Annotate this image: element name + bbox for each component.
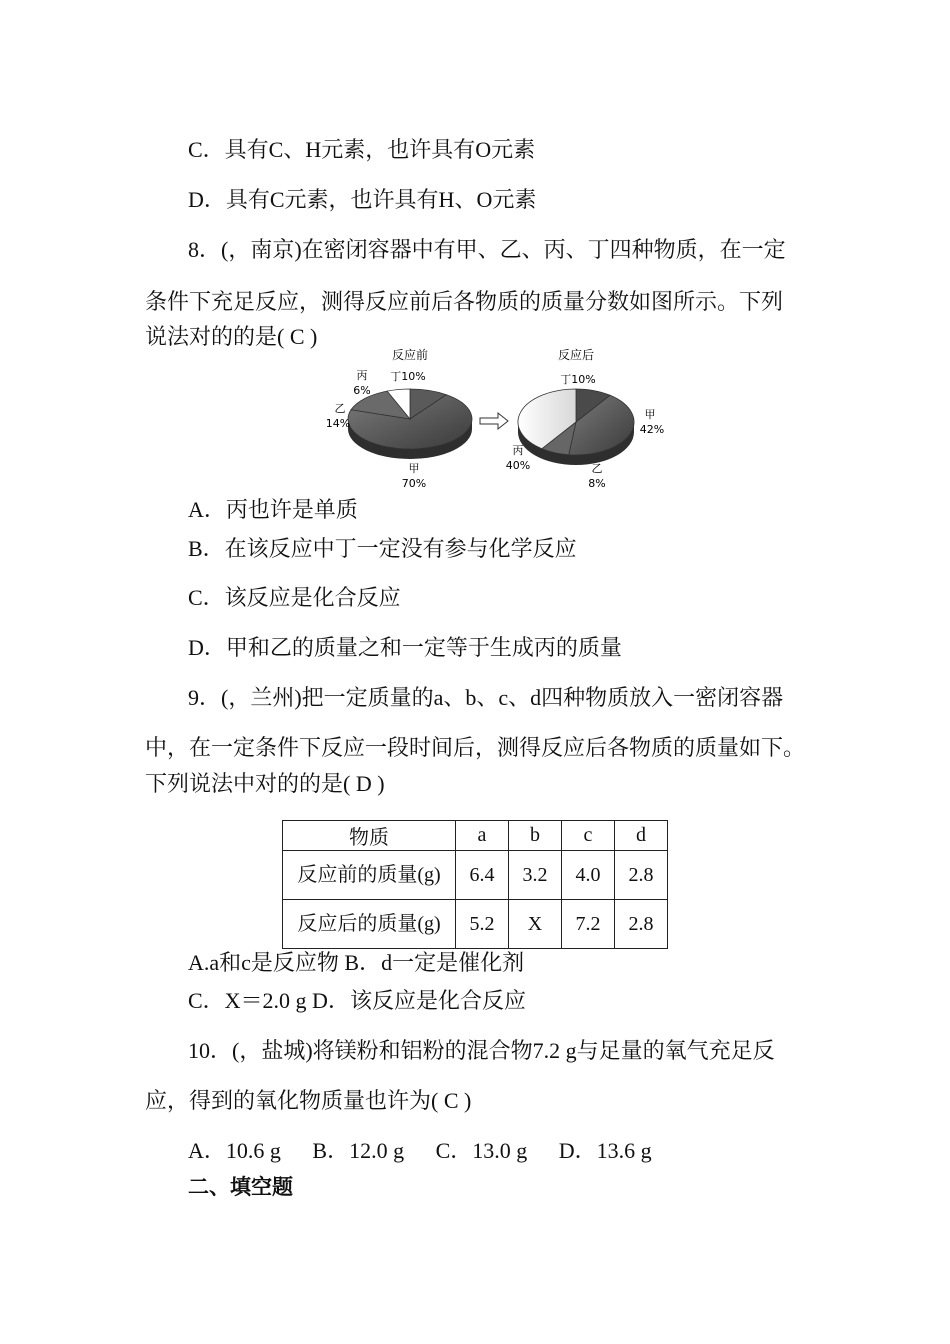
q10-stem-line2: 应，得到的氧化物质量也许为( C ) bbox=[145, 1088, 472, 1113]
table-header-cell: b bbox=[509, 821, 562, 851]
table-header-cell: c bbox=[562, 821, 615, 851]
q10-option-b: B．12.0 g bbox=[312, 1138, 405, 1163]
arrow-icon bbox=[480, 413, 508, 429]
table-cell: 4.0 bbox=[562, 851, 615, 900]
section-title: 二、填空题 bbox=[188, 1175, 293, 1199]
before-label-jia-name: 甲 bbox=[408, 462, 420, 475]
before-label-bing-name: 丙 bbox=[356, 369, 368, 382]
pie-before-title: 反应前 bbox=[391, 348, 429, 362]
q8-stem-line2: 条件下充足反应，测得反应前后各物质的质量分数如图所示。下列 bbox=[145, 289, 784, 314]
q10-option-c: C．13.0 g bbox=[435, 1138, 528, 1163]
q10-option-a: A．10.6 g bbox=[188, 1138, 281, 1163]
table-header-cell: 物质 bbox=[283, 821, 456, 851]
q8-option-b: B．在该反应中丁一定没有参与化学反应 bbox=[188, 536, 577, 561]
pie-after bbox=[518, 389, 634, 465]
after-label-bing-name: 丙 bbox=[512, 444, 524, 457]
table-cell: 2.8 bbox=[615, 851, 668, 900]
table-cell: 7.2 bbox=[562, 900, 615, 949]
q7-option-d: D．具有C元素，也许具有H、O元素 bbox=[188, 187, 537, 212]
q9-stem-line2: 中，在一定条件下反应一段时间后，测得反应后各物质的质量如下。 bbox=[145, 735, 806, 760]
q8-option-d: D．甲和乙的质量之和一定等于生成丙的质量 bbox=[188, 635, 622, 660]
q9-data-table bbox=[282, 820, 668, 949]
q8-pie-figure bbox=[318, 344, 668, 494]
q10-option-d: D．13.6 g bbox=[558, 1138, 652, 1163]
after-label-ding: 丁10% bbox=[560, 373, 596, 386]
table-cell: X bbox=[509, 900, 562, 949]
q10-options bbox=[188, 1138, 678, 1164]
pie-after-title: 反应后 bbox=[557, 348, 595, 362]
before-label-yi-name: 乙 bbox=[334, 402, 346, 415]
table-cell: 反应前的质量(g) bbox=[283, 851, 456, 900]
table-cell: 反应后的质量(g) bbox=[283, 900, 456, 949]
before-label-ding: 丁10% bbox=[390, 370, 426, 383]
q9-options-line1: A.a和c是反应物 B．d一定是催化剂 bbox=[188, 950, 525, 975]
table-cell: 2.8 bbox=[615, 900, 668, 949]
q8-stem-line1: 8．(，南京)在密闭容器中有甲、乙、丙、丁四种物质，在一定 bbox=[188, 237, 786, 262]
q8-option-a: A．丙也许是单质 bbox=[188, 497, 358, 522]
table-cell: 5.2 bbox=[456, 900, 509, 949]
before-label-yi-pct: 14% bbox=[325, 417, 351, 430]
q9-stem-line1: 9．(，兰州)把一定质量的a、b、c、d四种物质放入一密闭容器 bbox=[188, 685, 784, 710]
table-row bbox=[283, 900, 668, 949]
table-header-row bbox=[283, 821, 668, 851]
table-row bbox=[283, 851, 668, 900]
q9-options-line2: C．X＝2.0 g D．该反应是化合反应 bbox=[188, 988, 526, 1013]
table-cell: 3.2 bbox=[509, 851, 562, 900]
after-label-jia-name: 甲 bbox=[644, 408, 656, 421]
q7-option-c: C．具有C、H元素，也许具有O元素 bbox=[188, 137, 536, 162]
before-label-bing-pct: 6% bbox=[353, 384, 371, 397]
after-label-yi-pct: 8% bbox=[588, 477, 606, 490]
before-label-jia-pct: 70% bbox=[401, 477, 427, 490]
table-header-cell: a bbox=[456, 821, 509, 851]
q9-stem-line3: 下列说法中对的的是( D ) bbox=[145, 771, 385, 796]
q8-option-c: C．该反应是化合反应 bbox=[188, 585, 401, 610]
after-label-bing-pct: 40% bbox=[505, 459, 531, 472]
table-header-cell: d bbox=[615, 821, 668, 851]
pie-before bbox=[348, 389, 472, 459]
q8-stem-line3: 说法对的的是( C ) bbox=[145, 324, 318, 349]
after-label-jia-pct: 42% bbox=[639, 423, 665, 436]
table-cell: 6.4 bbox=[456, 851, 509, 900]
after-label-yi-name: 乙 bbox=[591, 462, 603, 475]
q10-stem-line1: 10．(，盐城)将镁粉和铝粉的混合物7.2 g与足量的氧气充足反 bbox=[188, 1038, 775, 1063]
